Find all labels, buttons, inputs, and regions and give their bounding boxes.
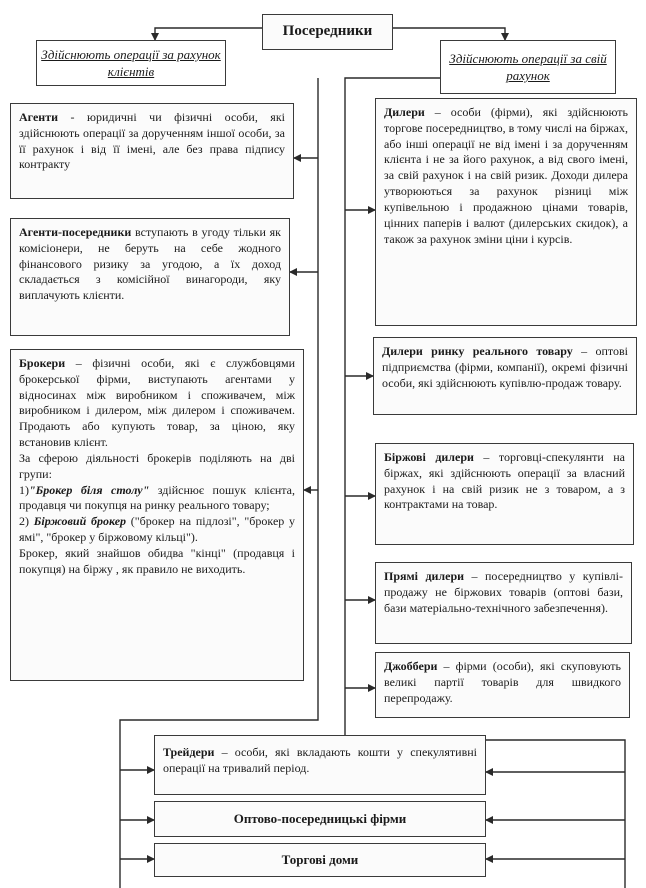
traders-text: – особи, які вкладають кошти у спекулятивні операції на тривалий період.	[163, 745, 477, 775]
traders-box	[154, 735, 486, 795]
brokers-item1-term: "Брокер біля столу"	[29, 482, 150, 497]
brokers-text: – фізичні особи, які є службовцями брокерської фірми, виступають агентами у відносинах між виробником і споживачем, між виробником і дилером, між дилером і споживачем. Продають або купують товар, за ціною, яку встановив клієнт.	[19, 356, 295, 450]
real-goods-dealers-text: – оптові підприємства (фірми, компанії), окремі фізичні особи, які здійснюють купівлю-продаж товару.	[382, 344, 628, 390]
agent-intermediaries-box	[10, 218, 290, 336]
agents-term: Агенти	[19, 110, 59, 124]
agent-intermediaries-text: вступають в угоду тільки як комісіонери, не беруть на себе жодного фінансового ризику за угодою, а їх доход складається з комісійної винагороди, яку виплачують клієнти.	[19, 225, 281, 303]
direct-dealers-term: Прямі дилери	[384, 569, 465, 583]
left-header-box	[36, 40, 226, 86]
left-header: Здійснюють операції за рахунок клієнтів	[41, 46, 221, 79]
jobbers-box	[375, 652, 630, 718]
title-box	[262, 14, 393, 50]
brokers-final: Брокер, який знайшов обидва "кінці" (продавця і покупця) на біржу , як правило не виходить.	[19, 545, 295, 576]
dealers-box	[375, 98, 637, 326]
brokers-item2-prefix: 2)	[19, 514, 29, 529]
brokers-item2-text: ("брокер на підлозі", "брокер у ямі", "брокер у біржовому кільці").	[19, 514, 296, 545]
wholesale-firms: Оптово-посередницькі фірми	[233, 811, 407, 827]
dealers-term: Дилери	[384, 105, 425, 119]
wholesale-firms-box	[154, 801, 486, 837]
agents-box	[10, 103, 294, 199]
dealers-text: – особи (фірми), які здійснюють торгове посередництво, в тому числі на біржах, або інші операції не від імені і за дорученням клієнта і не за його рахунок, а від свого імені, за свій рахунок і на свій ризик. Доходи дилера утворюються за рахунок різниці між купівельною і продажною цінами товарів, цінних паперів і валют (дилерських скидок), а також за рахунок зміни ціни і курсів.	[384, 105, 628, 246]
jobbers-text: – фірми (особи), які скуповують великі партії товарів для швидкого перепродажу.	[384, 659, 621, 705]
agent-intermediaries-term: Агенти-посередники	[19, 225, 132, 239]
brokers-item1-text: здійснює пошук клієнта, продавця чи покупця на ринку реального товару;	[19, 482, 295, 513]
trading-houses-box	[154, 843, 486, 877]
jobbers-term: Джоббери	[384, 659, 438, 673]
right-header-box	[440, 40, 616, 94]
title: Посередники	[282, 23, 373, 40]
direct-dealers-text: – посередництво у купівлі-продажу не біржових товарів (оптові бази, бази матеріально-технічного забезпечення).	[384, 569, 623, 615]
brokers-item2-term: Біржовий брокер	[33, 514, 127, 529]
traders-term: Трейдери	[163, 745, 215, 759]
real-goods-dealers-term: Дилери ринку реального товару	[382, 344, 573, 358]
brokers-term: Брокери	[19, 356, 66, 370]
right-header: Здійснюють операції за свій рахунок	[449, 50, 607, 83]
real-goods-dealers-box	[373, 337, 637, 415]
brokers-groups-intro: За сферою діяльності брокерів поділяють на дві групи:	[19, 450, 295, 481]
direct-dealers-box	[375, 562, 632, 644]
exchange-dealers-term: Біржові дилери	[384, 450, 474, 464]
agents-text: - юридичні чи фізичні особи, які здійснюють операції за дорученням іншої особи, за її рахунок і від її імені, але без права підпису контракту	[19, 110, 285, 172]
brokers-box	[10, 349, 304, 681]
exchange-dealers-box	[375, 443, 634, 545]
trading-houses: Торгові доми	[281, 852, 359, 868]
exchange-dealers-text: – торговці-спекулянти на біржах, які здійснюють операції за власний рахунок і на свій ризик не з товаром, а з контрактами на товар.	[384, 450, 625, 512]
brokers-item1-prefix: 1)	[19, 482, 29, 497]
